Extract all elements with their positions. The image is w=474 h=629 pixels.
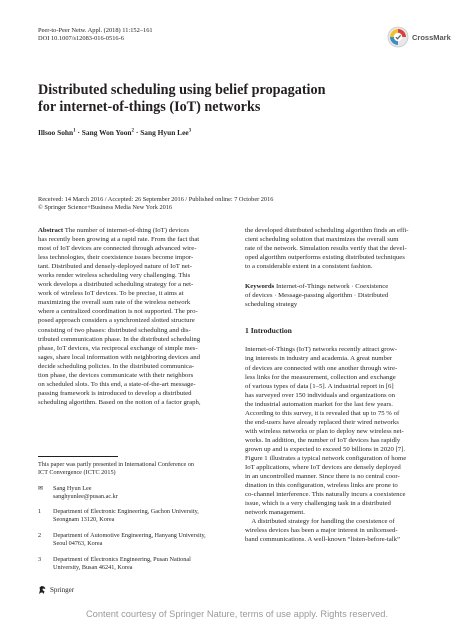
abstract-line: tributed communication phase. In the distributed scheduling [38,335,201,343]
conference-note-line: ICT Convergence (ICTC 2015) [38,468,116,476]
abstract-line: consisting of two phases: distributed scheduling and dis- [38,326,191,334]
abstract-line: has recently been growing at a rapid rate. From the fact that [38,236,200,244]
abstract-line: posed approach considers a synchronized slotted structure [38,317,195,325]
keywords-line: scheduling strategy [245,301,298,309]
envelope-icon: ✉ [38,485,44,492]
conference-note [38,461,238,477]
intro-line: less links for the measurement, collection and exchange [245,373,396,381]
abstract-column [38,226,234,407]
intro-line: network management. [245,509,305,517]
title-line-2: for internet-of-things (IoT) networks [38,99,261,115]
author-separator: · [75,128,82,137]
intro-line: IoT applications, where IoT devices are densely deployed [245,464,401,472]
intro-line: A distributed strategy for handling the coexistence of [245,518,395,526]
title-line-1: Distributed scheduling using belief propagation [38,82,326,98]
intro-line: of devices are connected with one another through wire- [245,364,398,372]
abstract-cont-line: to a considerable extent in a consistent fashion. [245,263,373,271]
abstract-cont-line: the developed distributed scheduling algorithm finds an effi- [245,227,409,234]
corresponding-email[interactable]: sanghyunlee@pusan.ac.kr [53,492,118,500]
crossmark-badge[interactable] [387,26,451,48]
affiliation-line: University, Busan 46241, Korea [53,563,133,571]
author-list [38,128,191,137]
intro-line: dination in this configuration, wireless links are prone to [245,482,398,490]
intro-line: grown up and is expected to exceed 50 billions in 2020 [7]. [245,445,406,453]
author-affiliation-mark: 2 [131,128,135,134]
doi-line: DOI 10.1007/s12083-016-0516-6 [38,35,124,43]
affiliation-number: 2 [38,532,42,539]
abstract-line: sages, share local information with neighboring devices and [38,353,200,361]
abstract-line: decide scheduling policies. In the distributed communica- [38,362,195,370]
affiliation-number: 3 [38,556,42,563]
copyright-watermark: Content courtesy of Springer Nature, terms of use apply. Rights reserved. [85,609,389,619]
affiliation-2 [38,532,248,550]
abstract-line: passing framework is introduced to develop a distributed [38,389,192,397]
right-column [245,226,439,544]
intro-line: Internet-of-Things (IoT) networks recently attract grow- [245,346,398,354]
abstract-line: where a centralized coordination is not supported. The pro- [38,308,198,316]
abstract-line: tant. Distributed and densely-deployed nature of IoT net- [38,263,192,271]
intro-line: works. In addition, the number of IoT devices has rapidly [245,436,401,444]
corresponding-name: Sang Hyun Lee [53,485,92,492]
footnote-divider [38,456,118,457]
intro-line: co-channel interference. This naturally incurs a coexistence [245,491,406,499]
author-name[interactable]: Sang Won Yoon [81,128,132,137]
abstract-line: maximizing the overall sum rate of the wireless network [38,299,191,307]
crossmark-icon [387,26,409,48]
intro-line: the end-users have already replaced their wired networks [245,418,399,426]
publisher-name: Springer [50,586,75,594]
affiliation-line: Seongnam 13120, Korea [53,515,115,523]
intro-line: issue, which is a very challenging task in a distributed [245,500,391,508]
intro-line: band communications. A well-known “listen-before-talk” [245,536,401,544]
abstract-cont-line: rate of the network. Simulation results verify that the devel- [245,245,407,253]
keywords-line: of devices · Message-passing algorithm · Distributed [245,292,389,300]
affiliation-line: Department of Automotive Engineering, Hanyang University, [53,532,206,539]
abstract-cont-line: cient scheduling solution that maximizes the overall sum [245,236,399,244]
intro-line: has surveyed over 150 individuals and organizations on [245,391,396,399]
intro-line: with wireless networks or plan to deploy new wireless net- [245,427,404,435]
affiliation-line: Seoul 04763, Korea [53,539,103,547]
received-dates: Received: 14 March 2016 / Accepted: 26 September 2016 / Published online: 7 October 2016 [38,196,274,203]
author-name[interactable]: Illsoo Sohn [38,128,74,137]
intro-line: ing interests in industry and academia. A great number [245,355,393,363]
abstract-line: work develops a distributed scheduling strategy for a net- [38,281,194,289]
journal-citation: Peer-to-Peer Netw. Appl. (2018) 11:152–161 [38,27,153,34]
intro-line: of various types of data [1–5]. A industrial report in [6] [245,382,394,390]
abstract-line: works render wireless scheduling very challenging. This [38,272,191,280]
abstract-line: tion phase, the devices communicate with their neighbors [38,371,194,379]
abstract-line: most of IoT devices are connected through advanced wire- [38,245,197,253]
intro-line: wireless devices has been a major interest in unlicensed- [245,527,398,535]
keywords-line-0: Keywords Internet-of-Things network · Coexistence [245,283,389,291]
publication-history [38,196,273,213]
abstract-line: less technologies, their coexistence issues become impor- [38,254,194,262]
affiliation-number: 1 [38,508,42,515]
intro-line: According to this survey, it is revealed that up to 75 % of [245,409,400,417]
affiliation-3 [38,556,248,574]
corresponding-author [38,485,248,503]
crossmark-label: CrossMark [412,32,451,42]
author-affiliation-mark: 3 [188,128,192,134]
author-name[interactable]: Sang Hyun Lee [140,128,189,137]
abstract-line-0: Abstract The number of internet-of-thing (IoT) devices [38,227,189,234]
affiliation-line: Department of Electronics Engineering, Pusan National [53,556,191,563]
author-separator: · [134,128,141,137]
abstract-line: phase, IoT devices, via reciprocal exchange of simple mes- [38,344,198,352]
journal-header [38,27,153,44]
abstract-line: on scheduled slots. To this end, a state-of-the-art message- [38,380,196,388]
affiliation-line: Department of Electronic Engineering, Gachon University, [53,508,199,515]
abstract-line: work of wireless IoT devices. To be precise, it aims at [38,290,184,298]
paper-title [38,82,398,116]
intro-line: the industrial automation market for the last few years. [245,400,393,408]
section-heading-introduction: 1 Introduction [245,326,292,336]
affiliation-1 [38,508,248,526]
keywords-label: Keywords [245,283,275,291]
intro-line: Figure 1 illustrates a typical network configuration of home [245,454,407,462]
copyright-line: © Springer Science+Business Media New York 2016 [38,204,173,212]
abstract-line: scheduling algorithm. Based on the notion of a factor graph, [38,398,201,406]
intro-line: in an uncontrolled manner. Since there is no central coor- [245,473,400,481]
publisher-logo [38,585,74,595]
abstract-label: Abstract [38,227,64,234]
springer-horse-icon [38,585,47,595]
author-affiliation-mark: 1 [73,128,76,134]
abstract-cont-line: oped algorithm outperforms existing distributed techniques [245,254,405,262]
conference-note-line: This paper was partly presented in International Conference on [38,461,195,468]
